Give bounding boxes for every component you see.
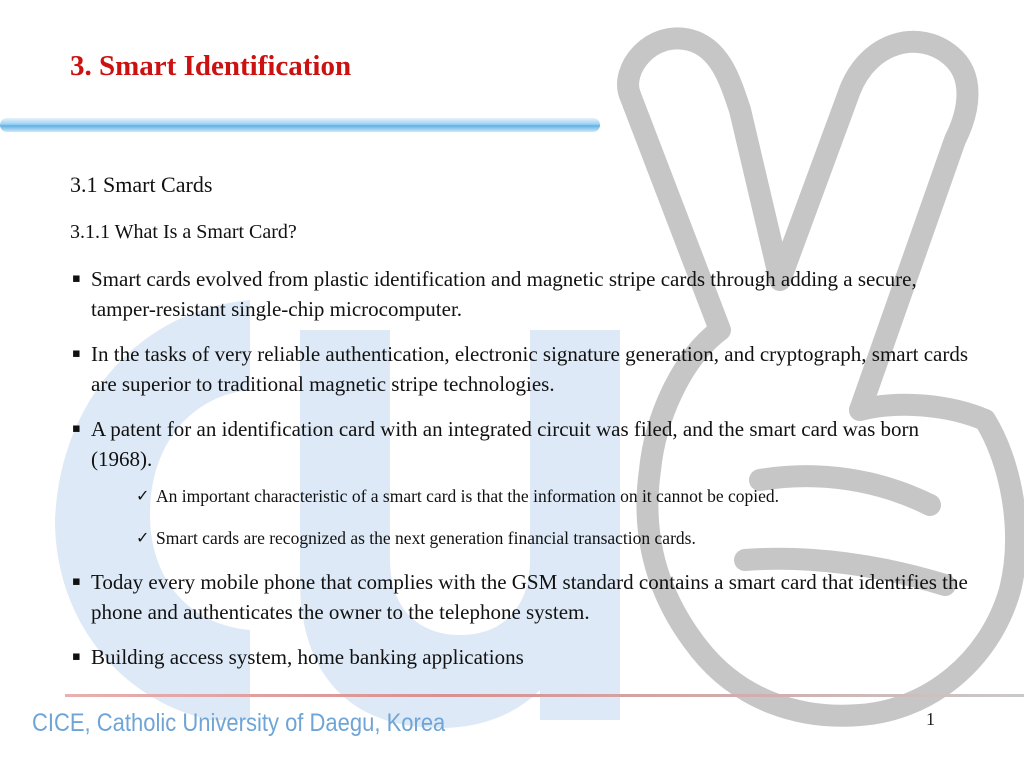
bullet-text: Smart cards evolved from plastic identification and magnetic stripe cards through adding a secure, tamper-resistant single-chip microcomputer.: [91, 267, 917, 321]
footer-divider: [65, 694, 1024, 697]
square-bullet-icon: ▪: [72, 421, 81, 436]
sub-bullet-text: Smart cards are recognized as the next generation financial transaction cards.: [156, 528, 696, 548]
bullet-item: [70, 339, 985, 399]
bullet-text: Today every mobile phone that complies with the GSM standard contains a smart card that identifies the phone and authenticates the owner to the telephone system.: [91, 570, 968, 624]
page-number: 1: [926, 709, 935, 729]
bullet-text: A patent for an identification card with an integrated circuit was filed, and the smart card was born (1968).: [91, 417, 920, 471]
section-heading: 3.1 Smart Cards: [70, 172, 213, 197]
check-mark-icon: ✓: [136, 528, 150, 547]
sub-bullet-list: [91, 483, 985, 551]
bullet-list: [70, 264, 985, 687]
title-underline-bar: [0, 118, 600, 132]
bullet-item: [70, 264, 985, 324]
square-bullet-icon: ▪: [72, 271, 81, 286]
subsection-heading: 3.1.1 What Is a Smart Card?: [70, 221, 297, 243]
check-mark-icon: ✓: [136, 486, 150, 505]
bullet-item: [70, 567, 985, 627]
bullet-text: Building access system, home banking applications: [91, 645, 524, 669]
square-bullet-icon: ▪: [72, 574, 81, 589]
slide-title: 3. Smart Identification: [70, 50, 352, 82]
sub-bullet-item: [91, 525, 985, 551]
square-bullet-icon: ▪: [72, 649, 81, 664]
sub-bullet-item: [91, 483, 985, 509]
square-bullet-icon: ▪: [72, 346, 81, 361]
sub-bullet-text: An important characteristic of a smart card is that the information on it cannot be copied.: [156, 486, 779, 506]
bullet-text: In the tasks of very reliable authentication, electronic signature generation, and cryptograph, smart cards are superior to traditional magnetic stripe technologies.: [91, 342, 968, 396]
bullet-item: [70, 642, 985, 672]
footer-institution-label: CICE, Catholic University of Daegu, Korea: [32, 709, 446, 737]
bullet-item: [70, 414, 985, 551]
